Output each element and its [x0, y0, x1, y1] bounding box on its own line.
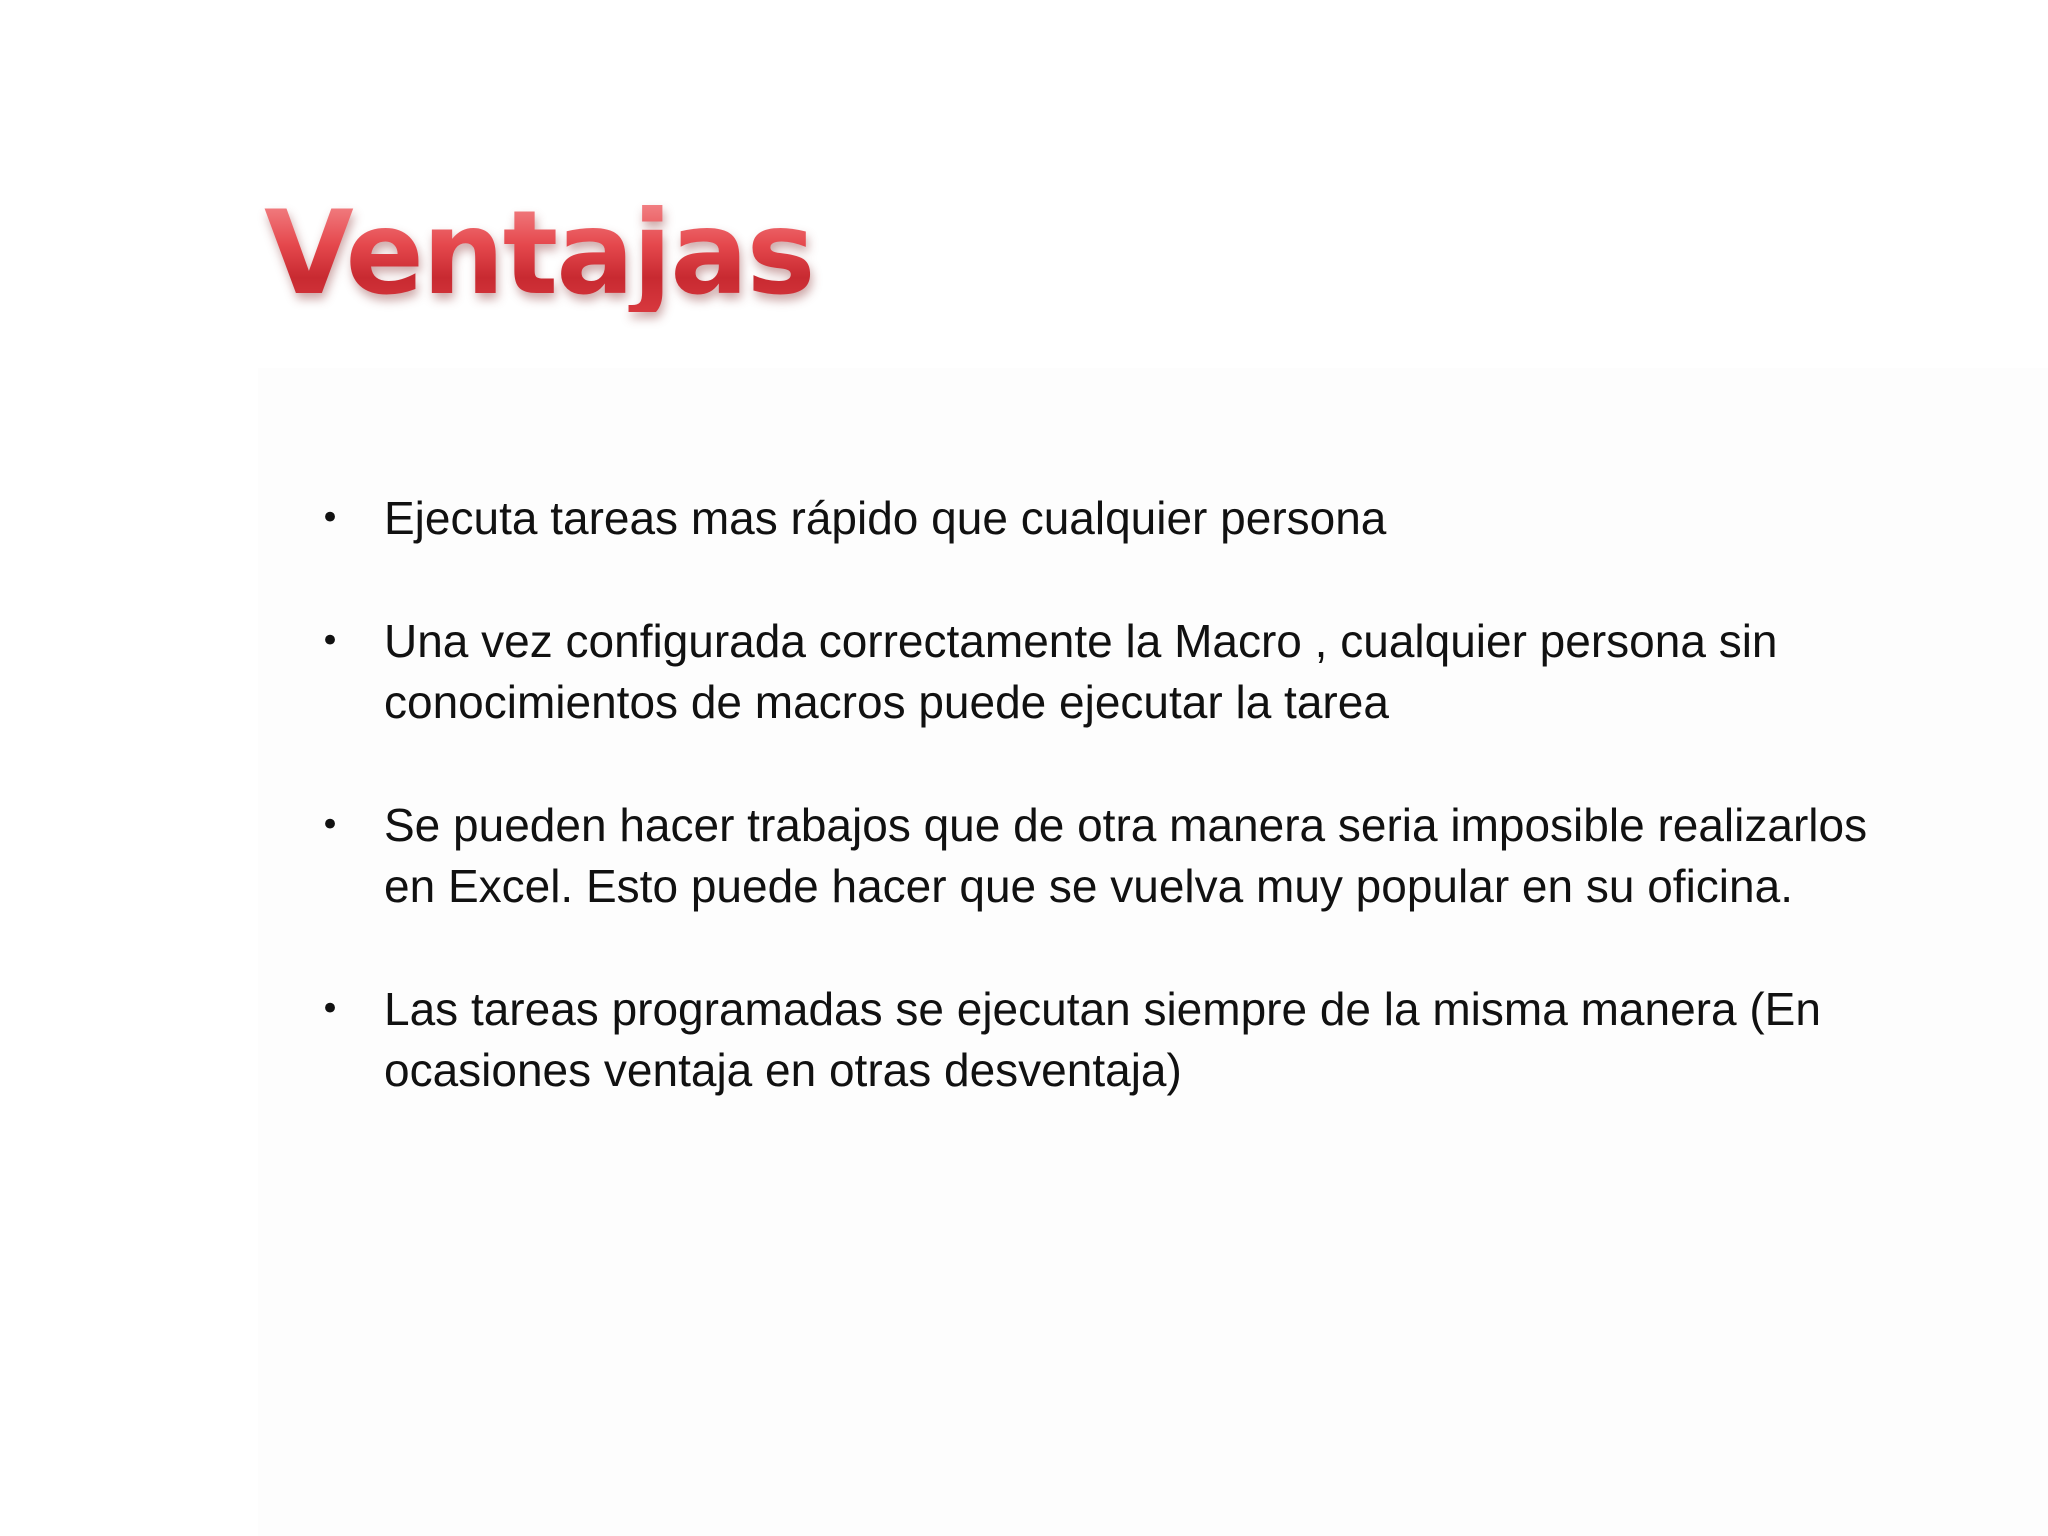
bullet-item	[318, 611, 1878, 733]
bullet-item	[318, 979, 1878, 1101]
bullet-item	[318, 488, 1878, 549]
slide-title: Ventajas	[264, 186, 814, 321]
bullet-icon: •	[319, 989, 341, 1029]
bullet-text: Una vez configurada correctamente la Macro , cualquier persona sin conocimientos de macros puede ejecutar la tarea	[384, 615, 1778, 728]
bullet-icon: •	[319, 805, 341, 845]
bullet-text: Ejecuta tareas mas rápido que cualquier persona	[384, 492, 1387, 544]
bullet-icon: •	[319, 498, 341, 538]
bullet-text: Las tareas programadas se ejecutan siempre de la misma manera (En ocasiones ventaja en otras desventaja)	[384, 983, 1821, 1096]
bullet-item	[318, 795, 1878, 917]
bullet-icon: •	[319, 621, 341, 661]
bullet-list	[318, 488, 1878, 1163]
bullet-text: Se pueden hacer trabajos que de otra manera seria imposible realizarlos en Excel. Esto puede hacer que se vuelva muy popular en su oficina.	[384, 799, 1868, 912]
